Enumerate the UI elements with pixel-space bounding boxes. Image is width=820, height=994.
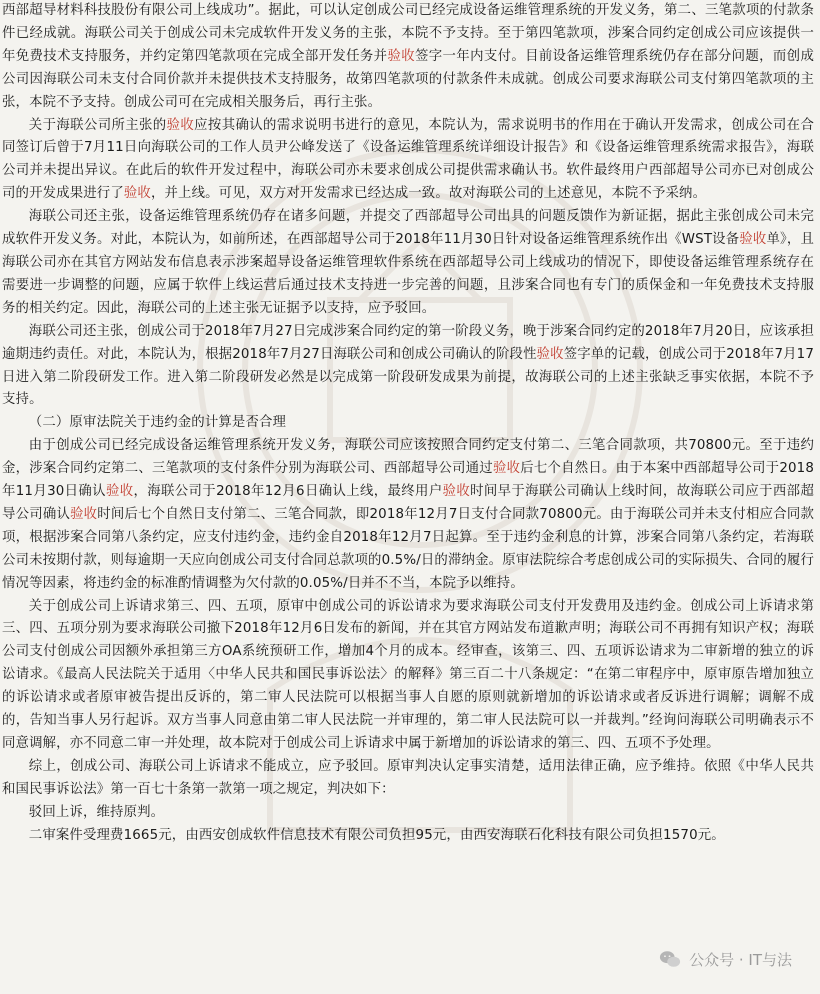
text: 关于海联公司所主张的: [28, 117, 167, 133]
paragraph-1: [2, 0, 814, 115]
text: 单》，且海联公司亦在其官方网站发布信息表示涉案超导设备运维管理软件系统在西部超导公司上线成功的情况下，即使设备运维管理系统存在需要进一步调整的问题，应属于软件上线运营后通过技术支持进一步完善的问题，且涉案合同也有专门的质保金和一年免费技术支持服务的相关约定。因此，海联公司的上述主张无证据予以支持，应予驳回。: [2, 232, 814, 316]
text: 时间后七个自然日支付第二、三笔合同款，即2018年12月7日支付合同款70800元。由于海联公司并未支付相应合同款项，根据涉案合同第八条约定，应支付违约金，违约金自2018年12月7日起算。至于违约金利息的计算，涉案合同第八条约定，若海联公司未按期付款，则每逾期一天应向创成公司支付合同总款项的0.5%/日的滞纳金。原审法院综合考虑创成公司的实际损失、合同的履行情况等因素，将违约金的标准酌情调整为欠付款的0.05%/日并不不当，本院予以维持。: [2, 506, 815, 591]
text: 后七个自然日。由于本案中西部超导公司于2018年11月30日确认: [2, 461, 814, 500]
paragraph-7: 综上，创成公司、海联公司上诉请求不能成立，应予驳回。原审判决认定事实清楚，适用法律正确，应予维持。依照《中华人民共和国民事诉讼法》第一百七十条第一款第一项之规定，判决如下：: [2, 758, 814, 797]
highlight-term: 验收: [105, 484, 134, 500]
highlight-term: 验收: [492, 461, 521, 477]
paragraph-2: [2, 115, 814, 207]
text: 海联公司还主张，创成公司于2018年7月27日完成涉案合同约定的第一阶段义务，晚于涉案合同约定的2018年7月20日，应该承担逾期违约责任。对此，本院认为，根据2018年7月27日海联公司和创成公司确认的阶段性: [2, 323, 814, 362]
text: 签字一年内支付。目前设备运维管理系统仍存在部分问题，而创成公司因海联公司未支付合同价款并未提供技术支持服务，故第四笔款项的付款条件未成就。创成公司要求海联公司支付第四笔款项的主张，本院不予支持。创成公司可在完成相关服务后，再行主张。: [2, 48, 814, 110]
text: 海联公司还主张，设备运维管理系统仍存在诸多问题，并提交了西部超导公司出具的问题反馈作为新证据，据此主张创成公司未完成软件开发义务。对此，本院认为，如前所述，在西部超导公司于2018年11月30日针对设备运维管理系统作出《WST设备: [2, 209, 814, 248]
text: 由于创成公司已经完成设备运维管理系统开发义务，海联公司应该按照合同约定支付第二、三笔合同款项，共70800元。至于违约金，涉案合同约定第二、三笔款项的支付条件分别为海联公司、西部超导公司通过: [2, 438, 814, 477]
highlight-term: 验收: [123, 186, 151, 202]
paragraph-5: [2, 435, 814, 595]
highlight-term: 验收: [70, 506, 98, 522]
highlight-term: 验收: [536, 346, 564, 362]
highlight-term: 验收: [442, 484, 471, 500]
highlight-term: 验收: [387, 48, 415, 64]
paragraph-6: 关于创成公司上诉请求第三、四、五项，原审中创成公司的诉讼请求为要求海联公司支付开发费用及违约金。创成公司上诉请求第三、四、五项分别为要求海联公司撤下2018年12月6日发布的新闻，并在其官方网站发布道歉声明；海联公司不再拥有知识产权；海联公司支付创成公司因额外承担第三方OA系统预研工作，增加4个月的成本。经审查，该第三、四、五项诉讼请求为二审新增的独立的诉讼请求。《最高人民法院关于适用〈中华人民共和国民事诉讼法〉的解释》第三百二十八条规定：“在第二审程序中，原审原告增加独立的诉讼请求或者原审被告提出反诉的，第二审人民法院可以根据当事人自愿的原则就新增加的诉讼请求或者反诉进行调解；调解不成的，告知当事人另行起诉。双方当事人同意由第二审人民法院一并审理的，第二审人民法院可以一并裁判。”经询问海联公司明确表示不同意调解，亦不同意二审一并处理，故本院对于创成公司上诉请求中属于新增加的诉讼请求的第三、四、五项不予处理。: [2, 598, 814, 751]
highlight-term: 验收: [166, 117, 195, 133]
text: 时间早于海联公司确认上线时间，故海联公司应于西部超导公司确认: [2, 484, 814, 522]
text: ，海联公司于2018年12月6日确认上线，最终用户: [133, 484, 443, 500]
text: 签字单的记载，创成公司于2018年7月17日进入第二阶段研发工作。进入第二阶段研发必然是以完成第一阶段研发成果为前提，故海联公司的上述主张缺乏事实依据，本院不予支持。: [2, 346, 814, 408]
paragraph-8: 驳回上诉，维持原判。: [28, 804, 165, 820]
paragraph-4: [2, 321, 814, 413]
paragraph-3: [2, 206, 814, 321]
text: 西部超导材料科技股份有限公司上线成功”。据此，可以认定创成公司已经完成设备运维管理系统的开发义务，第二、三笔款项的付款条件已经成就。海联公司关于创成公司未完成软件开发义务的主张，本院不予支持。至于第四笔款项，涉案合同约定创成公司应该提供一年免费技术支持服务，并约定第四笔款项在完成全部开发任务并: [2, 3, 814, 64]
wechat-icon: [659, 948, 681, 970]
highlight-term: 验收: [739, 232, 767, 248]
text: ，并上线。可见，双方对开发需求已经达成一致。故对海联公司的上述意见，本院不予采纳。: [150, 186, 707, 202]
brand-label: 公众号 · IT与法: [689, 950, 792, 969]
wechat-brand-watermark: [659, 948, 792, 970]
section-heading: （二）原审法院关于违约金的计算是否合理: [28, 415, 287, 431]
paragraph-9: 二审案件受理费1665元，由西安创成软件信息技术有限公司负担95元，由西安海联石化科技有限公司负担1570元。: [28, 827, 725, 843]
text: 应按其确认的需求说明书进行的意见，本院认为，需求说明书的作用在于确认开发需求，创成公司在合同签订后曾于7月11日向海联公司的工作人员尹公峰发送了《设备运维管理系统详细设计报告》和《设备运维管理系统需求报告》，海联公司并未提出异议。在此后的软件开发过程中，海联公司亦未要求创成公司提供需求确认书。软件最终用户西部超导公司亦已对创成公司的开发成果进行了: [2, 117, 814, 202]
